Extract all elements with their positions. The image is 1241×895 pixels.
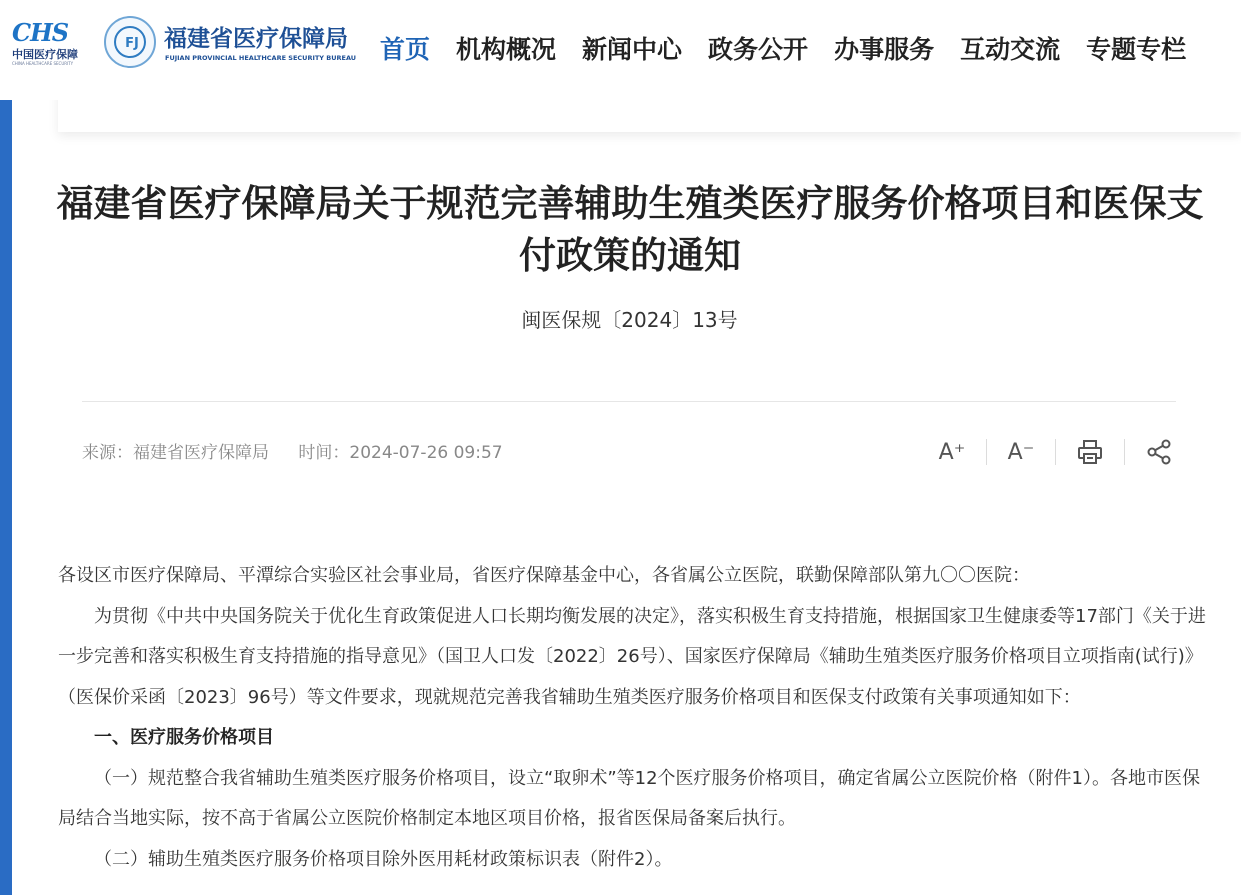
body-paragraph: （二）辅助生殖类医疗服务价格项目除外医用耗材政策标识表（附件2）。 <box>94 848 673 870</box>
document-number: 闽医保规〔2024〕13号 <box>521 308 738 332</box>
nav-gov-affairs[interactable]: 政务公开 <box>708 35 809 64</box>
chs-logo-cn: 中国医疗保障 <box>12 48 78 61</box>
bureau-name[interactable]: 福建省医疗保障局 <box>164 26 348 52</box>
article-title: 福建省医疗保障局关于规范完善辅助生殖类医疗服务价格项目和医保支付政策的通知 <box>56 182 1204 277</box>
body-paragraph: （一）规范整合我省辅助生殖类医疗服务价格项目，设立“取卵术”等12个医疗服务价格项目，确定省属公立医院价格（附件1）。各地市医保局结合当地实际，按不高于省属公立医院价格制定本地区项目价格，报省医保局备案后执行。 <box>58 767 1201 829</box>
font-increase-icon[interactable]: A⁺ <box>938 439 966 465</box>
nav-news[interactable]: 新闻中心 <box>582 35 683 64</box>
article-source: 来源：福建省医疗保障局 <box>82 443 269 463</box>
chs-logo-en: CHINA HEALTHCARE SECURITY <box>12 61 74 66</box>
emblem-mark: FJ <box>125 36 139 51</box>
nav-services[interactable]: 办事服务 <box>834 35 935 64</box>
site-header <box>0 0 1241 100</box>
chs-logo-word: CHS <box>12 18 69 47</box>
addressee-paragraph: 各设区市医疗保障局、平潭综合实验区社会事业局，省医疗保障基金中心，各省属公立医院，联勤保障部队第九〇〇医院： <box>58 565 1030 586</box>
left-edge-bar <box>0 100 12 895</box>
bureau-name-en: FUJIAN PROVINCIAL HEALTHCARE SECURITY BUREAU <box>165 54 357 62</box>
print-icon[interactable] <box>1074 436 1106 468</box>
nav-interaction[interactable]: 互动交流 <box>960 35 1061 64</box>
intro-paragraph: 为贯彻《中共中央国务院关于优化生育政策促进人口长期均衡发展的决定》，落实积极生育支持措施，根据国家卫生健康委等17部门《关于进一步完善和落实积极生育支持措施的指导意见》（国卫人口发〔2022〕26号）、国家医疗保障局《辅助生殖类医疗服务价格项目立项指南(试行)》（医保价采函〔2023〕96号）等文件要求，现就规范完善我省辅助生殖类医疗服务价格项目和医保支付政策有关事项通知如下： <box>58 605 1206 708</box>
article-body <box>58 556 1208 880</box>
nav-about[interactable]: 机构概况 <box>456 35 557 64</box>
nav-topics[interactable]: 专题专栏 <box>1086 35 1187 64</box>
share-icon[interactable] <box>1143 436 1175 468</box>
tool-separator <box>1124 439 1125 465</box>
chs-logo[interactable] <box>8 18 88 70</box>
nav-home[interactable]: 首页 <box>380 35 431 64</box>
bureau-emblem-icon[interactable] <box>104 16 156 68</box>
main-nav <box>380 30 1212 70</box>
article-tools <box>936 436 1175 468</box>
tool-separator <box>986 439 987 465</box>
font-decrease-icon[interactable]: A⁻ <box>1007 439 1035 465</box>
article-time: 时间：2024-07-26 09:57 <box>298 443 503 463</box>
section-heading: 一、医疗服务价格项目 <box>94 727 274 748</box>
article-meta <box>82 438 527 463</box>
tool-separator <box>1055 439 1056 465</box>
divider <box>82 401 1176 402</box>
